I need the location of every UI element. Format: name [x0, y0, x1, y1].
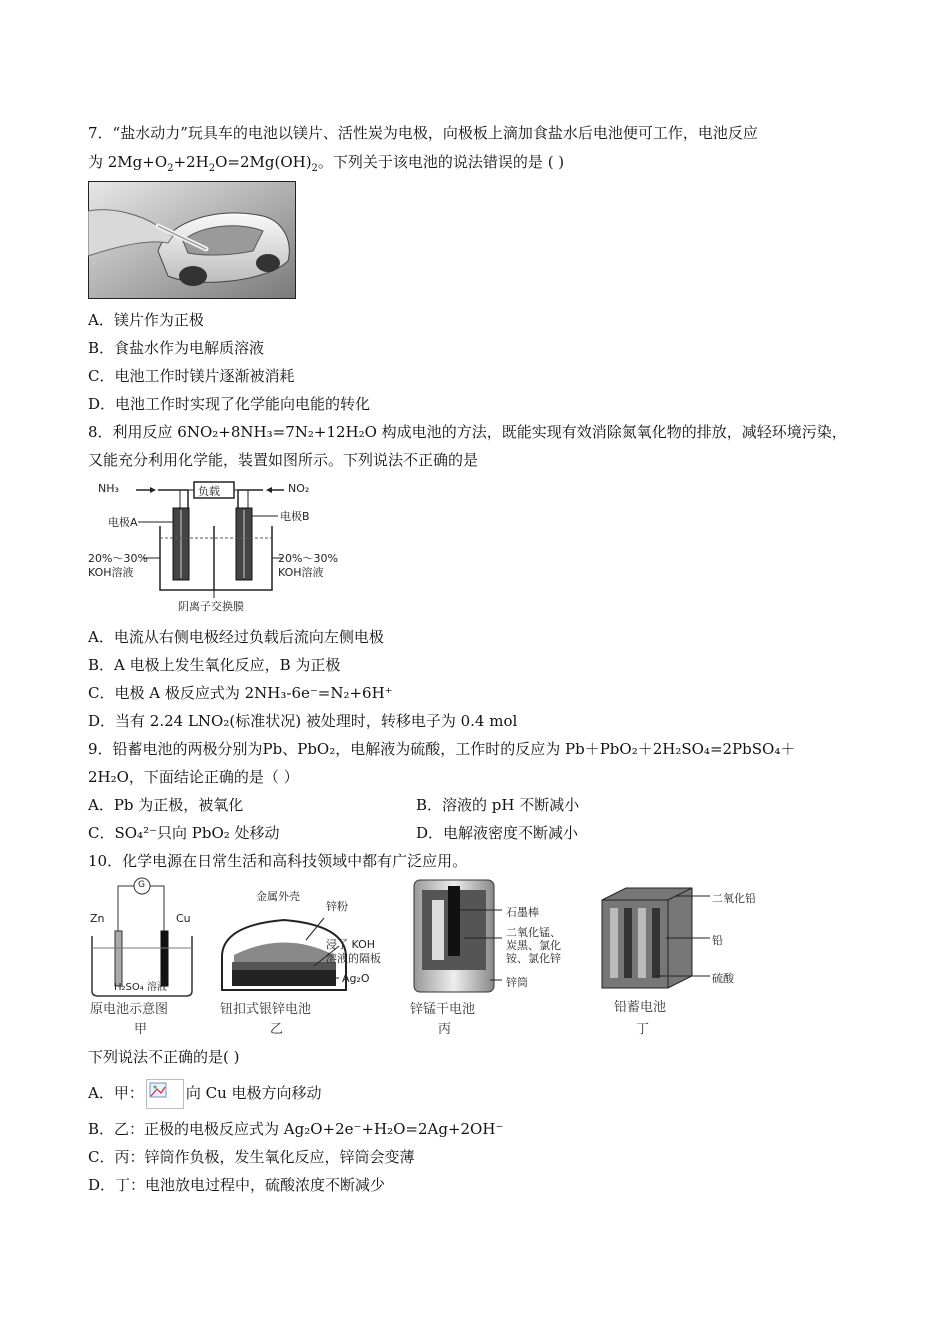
yi-caption: 钮扣式银锌电池	[220, 1002, 312, 1017]
pbo2-label: 二氧化铅	[712, 892, 756, 905]
metal-shell-label: 金属外壳	[256, 890, 300, 903]
separator-label-1: 浸了 KOH	[326, 938, 376, 951]
cu-label: Cu	[176, 912, 191, 925]
nh3-label: NH₃	[98, 482, 119, 495]
left-solution-conc: 20%～30%	[88, 552, 148, 565]
yi-tag: 乙	[270, 1022, 284, 1037]
q10-stem: 下列说法不正确的是( )	[88, 1048, 240, 1066]
graphite-rod-label: 石墨棒	[506, 906, 539, 919]
electrode-b-label: 电极B	[280, 510, 310, 523]
q10-option-d: D．丁：电池放电过程中，硫酸浓度不断减少	[88, 1176, 386, 1194]
q8-option-d: D．当有 2.24 LNO₂(标准状况) 被处理时，转移电子为 0.4 mol	[88, 712, 518, 730]
no2-label: NO₂	[288, 482, 310, 495]
q10-option-b: B．乙：正极的电极反应式为 Ag₂O+2e⁻+H₂O=2Ag+2OH⁻	[88, 1120, 504, 1138]
q9-option-d: D．电解液密度不断减小	[416, 824, 579, 842]
broken-image-icon	[146, 1079, 184, 1109]
q10-option-c: C．丙：锌筒作负极，发生氧化反应，锌筒会变薄	[88, 1148, 415, 1166]
q8-line1: 8．利用反应 6NO₂+8NH₃=7N₂+12H₂O 构成电池的方法，既能实现有效消除氮氧化物的排放，减轻环境污染，	[88, 423, 847, 441]
mixture-label-2: 炭黑、氯化	[506, 939, 561, 952]
ag2o-label: Ag₂O	[342, 972, 370, 985]
right-solution-conc: 20%～30%	[278, 552, 338, 565]
mixture-label-3: 铵、氯化锌	[506, 952, 561, 965]
separator-label-2: 溶液的隔板	[326, 952, 381, 965]
jia-caption: 原电池示意图	[90, 1002, 169, 1017]
zinc-powder-label: 锌粉	[326, 900, 348, 913]
ding-caption: 铅蓄电池	[614, 1000, 667, 1015]
toy-car-photo	[88, 181, 296, 299]
jia-tag: 甲	[134, 1022, 148, 1037]
zn-label: Zn	[90, 912, 105, 925]
q9-line1: 9．铅蓄电池的两极分别为Pb、PbO₂，电解液为硫酸，工作时的反应为 Pb＋PbO₂＋2H₂SO₄=2PbSO₄＋	[88, 740, 796, 758]
q7-line1: 7．“盐水动力”玩具车的电池以镁片、活性炭为电极，向极板上滴加食盐水后电池便可工作，电池反应	[88, 124, 758, 142]
q8-option-a: A．电流从右侧电极经过负载后流向左侧电极	[88, 628, 384, 646]
zinc-manganese-dry-cell-bing	[404, 876, 584, 1036]
galvanic-cell-jia	[86, 876, 198, 1036]
q10-option-a: A．甲： 向 Cu 电极方向移动	[88, 1079, 322, 1109]
q9-line2: 2H₂O，下面结论正确的是（ ）	[88, 768, 299, 786]
q7-option-b: B．食盐水作为电解质溶液	[88, 339, 265, 357]
lead-acid-battery-ding	[596, 880, 776, 1036]
q7-option-d: D．电池工作时实现了化学能向电能的转化	[88, 395, 371, 413]
q10-line1: 10．化学电源在日常生活和高科技领域中都有广泛应用。	[88, 852, 468, 870]
q9-option-a: A．Pb 为正极，被氧化	[88, 796, 244, 814]
left-solution-name: KOH溶液	[88, 566, 134, 579]
q9-option-c: C．SO₄²⁻只向 PbO₂ 处移动	[88, 824, 280, 842]
q8-line2: 又能充分利用化学能，装置如图所示。下列说法不正确的是	[88, 451, 479, 469]
pb-label: 铅	[712, 934, 723, 947]
q7-option-a: A．镁片作为正极	[88, 311, 204, 329]
q8-option-c: C．电极 A 极反应式为 2NH₃-6e⁻=N₂+6H⁺	[88, 684, 393, 702]
q9-option-b: B．溶液的 pH 不断减小	[416, 796, 580, 814]
q8-option-b: B．A 电极上发生氧化反应，B 为正极	[88, 656, 341, 674]
galvanometer-g: G	[138, 880, 145, 890]
silver-zinc-button-cell-yi	[214, 880, 394, 1036]
zinc-can-label: 锌筒	[506, 976, 528, 989]
h2so4-label: H₂SO₄ 溶液	[114, 982, 167, 993]
bing-tag: 丙	[438, 1022, 452, 1037]
electrode-a-label: 电极A	[108, 516, 138, 529]
mixture-label-1: 二氧化锰、	[506, 926, 561, 939]
ding-tag: 丁	[636, 1022, 650, 1037]
bing-caption: 锌锰干电池	[410, 1002, 476, 1017]
membrane-label: 阴离子交换膜	[178, 600, 244, 613]
nh3-no2-cell-diagram	[88, 478, 348, 616]
q7-option-c: C．电池工作时镁片逐渐被消耗	[88, 367, 295, 385]
sulfuric-acid-label: 硫酸	[712, 972, 734, 985]
load-label: 负载	[198, 485, 220, 498]
q7-line2: 为 $2Mg+O_2+2H_2O=2Mg(OH)_2$。下列关于该电池的说法错误的是 ( )	[88, 153, 565, 174]
right-solution-name: KOH溶液	[278, 566, 324, 579]
